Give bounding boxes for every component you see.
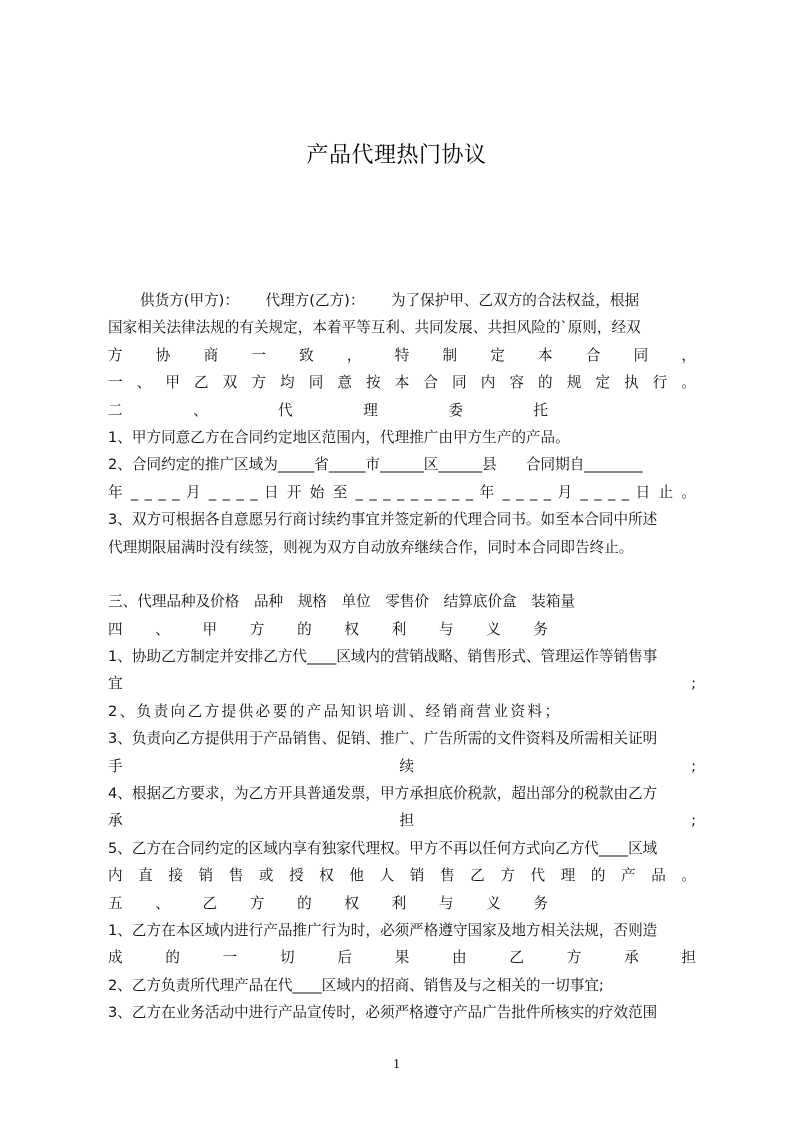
document-line: 内 直 接 销 售 或 授 权 他 人 销 售 乙 方 代 理 的 产 品 。 [108, 867, 696, 885]
document-line: 3、负责向乙方提供用于产品销售、促销、推广、广告所需的文件资料及所需相关证明 [108, 730, 658, 748]
document-line: 2、合同约定的推广区域为_____省_____市______区______县 合同期自________ [108, 456, 643, 474]
document-line: 国家相关法律法规的有关规定，本着平等互利、共同发展、共担风险的`原则，经双 [108, 319, 641, 337]
document-line: 年 _ _ _ _ 月 _ _ _ _ 日 开 始 至 _ _ _ _ _ _ _ _ _ 年 _ _ _ _ 月 _ _ _ _ 日 止 。 [108, 483, 696, 501]
document-line: 一 、 甲 乙 双 方 均 同 意 按 本 合 同 内 容 的 规 定 执 行 。 [108, 374, 696, 392]
document-line: 成 的 一 切 后 果 由 乙 方 承 担 [108, 949, 696, 967]
page-number: 1 [393, 1057, 400, 1072]
document-line: 1、协助乙方制定并安排乙方代____区域内的营销战略、销售形式、管理运作等销售事 [108, 648, 658, 666]
document-line: 1、乙方在本区域内进行产品推广行为时，必须严格遵守国家及地方相关法规，否则造 [108, 921, 658, 939]
document-line: 三、代理品种及价格 品种 规格 单位 零售价 结算底价盒 装箱量 [108, 593, 576, 611]
document-line: 5、乙方在合同约定的区域内享有独家代理权。甲方不再以任何方式向乙方代____区域 [108, 839, 658, 857]
document-line: 手 续 ; [108, 757, 696, 775]
document-title: 产品代理热门协议 [306, 143, 487, 168]
document-line: 五 、 乙 方 的 权 利 与 义 务 [108, 894, 548, 912]
document-line: 3、乙方在业务活动中进行产品宣传时，必须严格遵守产品广告批件所核实的疗效范围 [108, 1004, 658, 1022]
document-line: 4、根据乙方要求，为乙方开具普通发票，甲方承担底价税款，超出部分的税款由乙方 [108, 785, 658, 803]
document-line: 供货方(甲方)： 代理方(乙方)： 为了保护甲、乙双方的合法权益，根据 [140, 292, 640, 309]
document-line: 2、负责向乙方提供必要的产品知识培训、经销商营业资料； [108, 702, 562, 720]
document-line: 宜 ; [108, 675, 696, 693]
document-line: 四 、 甲 方 的 权 利 与 义 务 [108, 620, 548, 638]
document-body [108, 287, 696, 1027]
document-line: 二 、 代 理 委 托 [108, 401, 548, 419]
document-line: 方 协 商 一 致 ， 特 制 定 本 合 同 ， [108, 346, 696, 364]
document-line: 代理期限届满时没有续签，则视为双方自动放弃继续合作，同时本合同即告终止。 [108, 538, 634, 556]
document-line: 2、乙方负责所代理产品在代____区域内的招商、销售及与之相关的一切事宜; [108, 976, 604, 994]
document-line [108, 561, 696, 588]
document-line: 承 担 ; [108, 812, 696, 830]
document-line: 3、双方可根据各自意愿另行商讨续约事宜并签定新的代理合同书。如至本合同中所述 [108, 511, 658, 529]
document-line: 1、甲方同意乙方在合同约定地区范围内，代理推广由甲方生产的产品。 [108, 428, 570, 446]
